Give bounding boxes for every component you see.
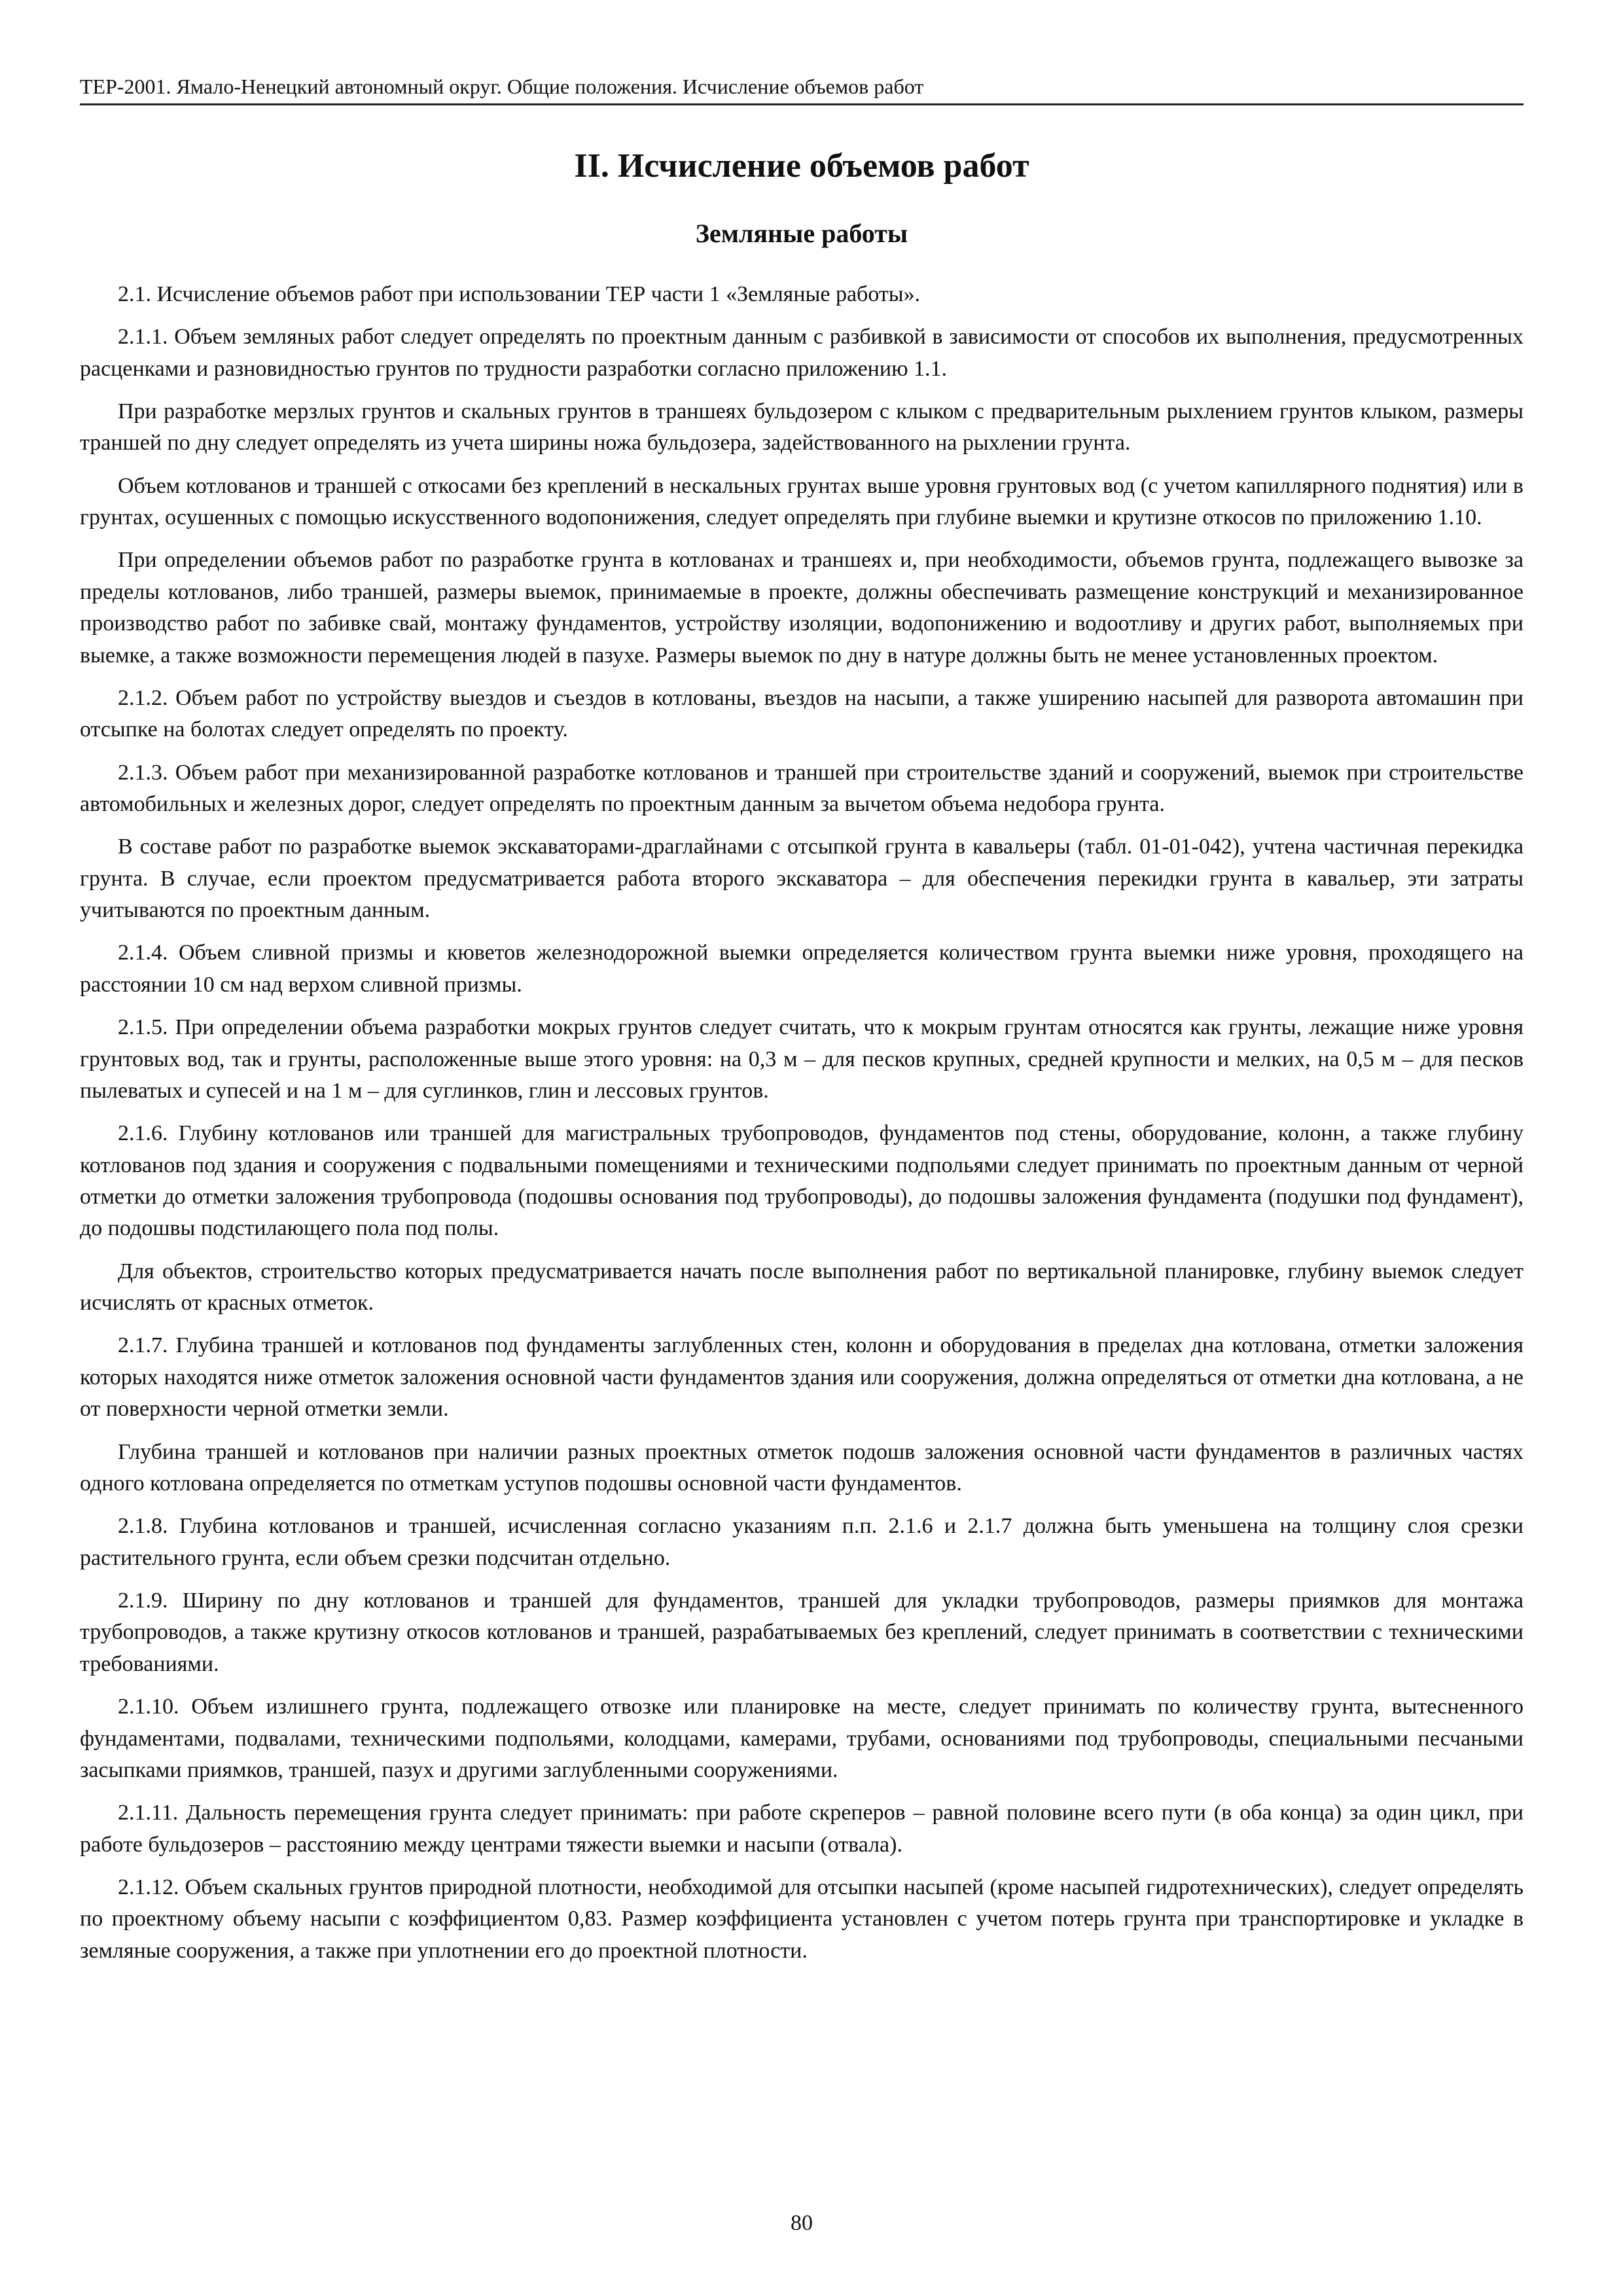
section-title: Земляные работы — [695, 219, 908, 248]
paragraph-2-1-9: 2.1.9. Ширину по дну котлованов и траншей для фундаментов, траншей для укладки трубопроводов, размеры приямков для монтажа трубопроводов, а также крутизну откосов котлованов и траншей, разрабатываемых без креплений, следует принимать в соответствии с техническими требованиями. — [80, 1588, 1524, 1676]
paragraph-2-1-1: 2.1.1. Объем земляных работ следует определять по проектным данным с разбивкой в зависимости от способов их выполнения, предусмотренных расценками и разновидностью грунтов по трудности разработки согласно приложению 1.1. — [80, 325, 1524, 381]
paragraph-2-1-8: 2.1.8. Глубина котлованов и траншей, исчисленная согласно указаниям п.п. 2.1.6 и 2.1.7 должна быть уменьшена на толщину слоя срезки растительного грунта, если объем срезки подсчитан отдельно. — [80, 1514, 1524, 1570]
paragraph-2-1-10: 2.1.10. Объем излишнего грунта, подлежащего отвозке или планировке на месте, следует принимать по количеству грунта, вытесненного фундаментами, подвалами, техническими подпольями, колодцами, камерами, трубами, основаниями под трубопроводы, специальными песчаными засыпками приямков, траншей, пазух и другими заглубленными сооружениями. — [80, 1695, 1524, 1782]
paragraph-frozen-soils: При разработке мерзлых грунтов и скальных грунтов в траншеях бульдозером с клыком с предварительным рыхлением грунтов клыком, размеры траншей по дну следует определять из учета ширины ножа бульдозера, задействованного на рыхлении грунта. — [80, 399, 1524, 456]
paragraph-draglines: В составе работ по разработке выемок экскаваторами-драглайнами с отсыпкой грунта в кавальеры (табл. 01-01-042), учтена частичная перекидка грунта. В случае, если проектом предусматривается работа второго экскаватора – для обеспечения перекидки грунта в кавальер, эти затраты учитываются по проектным данным. — [80, 834, 1524, 923]
paragraph-2-1-6: 2.1.6. Глубину котлованов или траншей для магистральных трубопроводов, фундаментов под стены, оборудование, колонн, а также глубину котлованов под здания и сооружения с подвальными помещениями и техническими подпольями следует принимать по проектным данным от черной отметки до отметки заложения трубопровода (подошвы основания под трубопроводы), до подошвы заложения фундамента (подушки под фундамент), до подошвы подстилающего пола под полы. — [80, 1121, 1524, 1241]
body-text — [80, 279, 1524, 1978]
running-header: ТЕР-2001. Ямало-Ненецкий автономный округ. Общие положения. Исчисление объемов работ — [80, 73, 1524, 105]
paragraph-2-1-11: 2.1.11. Дальность перемещения грунта следует принимать: при работе скреперов – равной половине всего пути (в оба конца) за один цикл, при работе бульдозеров – расстоянию между центрами тяжести выемки и насыпи (отвала). — [80, 1801, 1524, 1857]
paragraph-foundation-steps: Глубина траншей и котлованов при наличии разных проектных отметок подошв заложения основной части фундаментов в различных частях одного котлована определяется по отметкам уступов подошвы основной части фундаментов. — [80, 1439, 1524, 1496]
document-page — [80, 0, 1524, 2296]
paragraph-excavation-dimensions: При определении объемов работ по разработке грунта в котлованах и траншеях и, при необходимости, объемов грунта, подлежащего вывозке за пределы котлованов, либо траншей, размеры выемок, принимаемые в проекте, должны обеспечивать размещение конструкций и механизированное производство работ по забивке свай, монтажу фундаментов, устройству изоляции, водопонижению и водоотливу и других работ, выполняемых при выемке, а также возможности перемещения людей в пазухе. Размеры выемок по дну в натуре должны быть не менее установленных проектом. — [80, 548, 1524, 668]
paragraph-2-1-7: 2.1.7. Глубина траншей и котлованов под фундаменты заглубленных стен, колонн и оборудования в пределах дна котлована, отметки заложения которых находятся ниже отметок заложения основной части фундаментов здания или сооружения, должна определяться от отметки дна котлована, а не от поверхности черной отметки земли. — [80, 1333, 1524, 1422]
paragraph-2-1-3: 2.1.3. Объем работ при механизированной разработке котлованов и траншей при строительстве зданий и сооружений, выемок при строительстве автомобильных и железных дорог, следует определять по проектным данным за вычетом объема недобора грунта. — [80, 760, 1524, 817]
page-number: 80 — [791, 2211, 813, 2235]
paragraph-2-1-4: 2.1.4. Объем сливной призмы и кюветов железнодорожной выемки определяется количеством грунта выемки ниже уровня, проходящего на расстоянии 10 см над верхом сливной призмы. — [80, 941, 1524, 997]
chapter-title: II. Исчисление объемов работ — [574, 147, 1029, 185]
paragraph-red-marks: Для объектов, строительство которых предусматривается начать после выполнения работ по вертикальной планировке, глубину выемок следует исчислять от красных отметок. — [80, 1259, 1524, 1316]
paragraph-2-1-2: 2.1.2. Объем работ по устройству выездов и съездов в котлованы, въездов на насыпи, а также уширению насыпей для разворота автомашин при отсыпке на болотах следует определять по проекту. — [80, 685, 1524, 742]
paragraph-2-1-5: 2.1.5. При определении объема разработки мокрых грунтов следует считать, что к мокрым грунтам относятся как грунты, лежащие ниже уровня грунтовых вод, так и грунты, расположенные выше этого уровня: на 0,3 м – для песков крупных, средней крупности и мелких, на 0,5 м – для песков пылеватых и супесей и на 1 м – для суглинков, глин и лессовых грунтов. — [80, 1015, 1524, 1103]
paragraph-2-1: 2.1. Исчисление объемов работ при использовании ТЕР части 1 «Земляные работы». — [118, 282, 921, 306]
paragraph-2-1-12: 2.1.12. Объем скальных грунтов природной плотности, необходимой для отсыпки насыпей (кроме насыпей гидротехнических), следует определять по проектному объему насыпи с коэффициентом 0,83. Размер коэффициента установлен с учетом потерь грунта при транспортировке и укладке в земляные сооружения, а также при уплотнении его до проектной плотности. — [80, 1874, 1524, 1963]
paragraph-slopes-volume: Объем котлованов и траншей с откосами без креплений в нескальных грунтах выше уровня грунтовых вод (с учетом капиллярного поднятия) или в грунтах, осушенных с помощью искусственного водопонижения, следует определять при глубине выемки и крутизне откосов по приложению 1.10. — [80, 473, 1524, 530]
